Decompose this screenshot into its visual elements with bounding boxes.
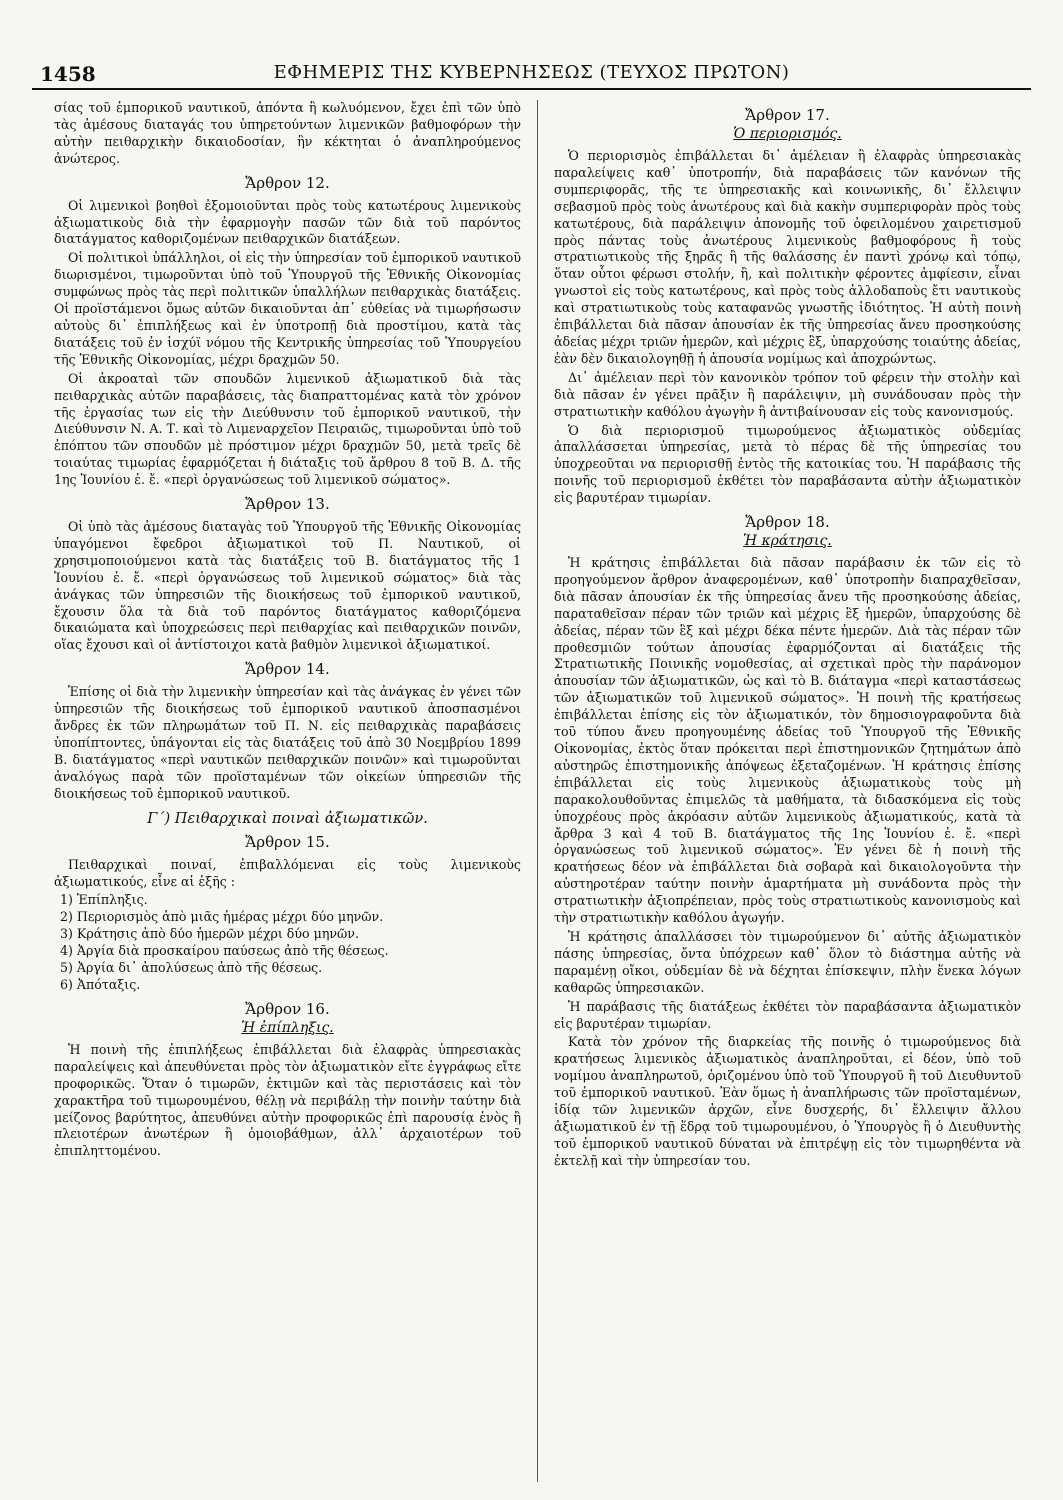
article-18-title: Ἄρθρον 18. [745, 513, 830, 532]
article-16-subtitle: Ἡ ἐπίπληξις. [241, 1019, 334, 1036]
penalty-item: 3) Κράτησις ἀπὸ δύο ἡμερῶν μέχρι δύο μηνῶν. [60, 926, 359, 942]
page-number: 1458 [40, 62, 96, 86]
article-12-paragraph-3: Οἱ ἀκροαταὶ τῶν σπουδῶν λιμενικοῦ ἀξιωματικοῦ διὰ τὰς πειθαρχικὰς αὐτῶν παραβάσεις, τὰς διαπραττομένας κατὰ τὸν χρόνον τῆς ἐργασίας των εἰς τὴν Διεύθυνσιν τοῦ ἐμπορικοῦ ναυτικοῦ, τὴν Διεύθυνσιν Ν. Α. Τ. καὶ τὸ Λιμεναρχεῖον Πειραιῶς, τιμωροῦνται ὑπὸ τοῦ ἐπόπτου τῶν σπουδῶν μὲ πρόστιμον μέχρι δραχμῶν 50, μετὰ τρεῖς δὲ τοιαύτας τιμωρίας ἐφαρμόζεται ἡ διάταξις τοῦ ἄρθρου 8 τοῦ Β. Δ. τῆς 1ης Ἰουνίου ἐ. ἔ. «περὶ ὀργανώσεως τοῦ λιμενικοῦ σώματος». [54, 370, 521, 488]
article-12-title: Ἄρθρον 12. [245, 173, 330, 192]
article-13-paragraph-1: Οἱ ὑπὸ τὰς ἀμέσους διαταγὰς τοῦ Ὑπουργοῦ τῆς Ἐθνικῆς Οἰκονομίας ὑπαγόμενοι ἔφεδροι ἀξιωματικοὶ τοῦ Π. Ναυτικοῦ, οἱ χρησιμοποιούμενοι κατὰ τὰς διατάξεις τοῦ Β. διατάγματος τῆς 1 Ἰουνίου ἐ. ἔ. «περὶ ὀργανώσεως τοῦ λιμενικοῦ σώματος» διὰ τὰς ἀνάγκας τῶν ὑπηρεσιῶν τῆς διοικήσεως τοῦ ἐμπορικοῦ ναυτικοῦ, ἔχουσιν ὅλα τὰ διὰ τοῦ παρόντος διατάγματος καθοριζόμενα δικαιώματα καὶ ὑποχρεώσεις περὶ πειθαρχίας καὶ πειθαρχικῶν ποινῶν, οἵας ἔχουσι καὶ οἱ ἀντίστοιχοι κατὰ βαθμὸν λιμενικοὶ ἀξιωματικοί. [54, 519, 521, 653]
article-17-paragraph-2: Δι᾽ ἀμέλειαν περὶ τὸν κανονικὸν τρόπον τοῦ φέρειν τὴν στολὴν καὶ διὰ πᾶσαν ἐν γένει πρᾶξιν ἢ παράλειψιν, μὴ συνάδουσαν πρὸς τὴν στρατιωτικὴν καθόλου ἀγωγὴν ἢ ἀντιβαίνουσαν εἰς τοὺς κανονισμούς. [554, 369, 1021, 419]
article-13-title: Ἄρθρον 13. [245, 495, 330, 514]
article-14-paragraph-1: Ἐπίσης οἱ διὰ τὴν λιμενικὴν ὑπηρεσίαν καὶ τὰς ἀνάγκας ἐν γένει τῶν ὑπηρεσιῶν τῆς διοικήσεως τοῦ ἐμπορικοῦ ναυτικοῦ ἀποσπασμένοι ἄνδρες ἐκ τῶν πληρωμάτων τοῦ Π. Ν. εἰς πειθαρχικὰς παραβάσεις ὑποπίπτοντες, ὑπάγονται εἰς τὰς διατάξεις τοῦ ἀπὸ 30 Νοεμβρίου 1899 Β. διατάγματος «περὶ ναυτικῶν πειθαρχικῶν ποινῶν» καὶ τιμωροῦνται ἀναλόγως παρὰ τῶν προϊσταμένων τῶν οἰκείων ὑπηρεσιῶν τῆς διοικήσεως τοῦ ἐμπορικοῦ ναυτικοῦ. [54, 684, 521, 801]
article-15-title: Ἄρθρον 15. [245, 832, 330, 851]
article-17-subtitle: Ὁ περιορισμός. [733, 126, 842, 142]
penalty-item: 6) Ἀπόταξις. [60, 976, 141, 992]
page-header [32, 58, 1031, 90]
article-18-paragraph-4: Κατὰ τὸν χρόνον τῆς διαρκείας τῆς ποινῆς ὁ τιμωρούμενος διὰ κρατήσεως λιμενικὸς ἀξιωματικὸς ἀναπληροῦται, εἰ δέον, ὑπὸ τοῦ νομίμου ἀναπληρωτοῦ, ὁριζομένου ὑπὸ τοῦ Ὑπουργοῦ ἢ τοῦ Διευθυντοῦ τοῦ ἐμπορικοῦ ναυτικοῦ. Ἐὰν ὅμως ἡ ἀναπλήρωσις τῶν προϊσταμένων, ἰδίᾳ τῶν λιμενικῶν ἀρχῶν, εἶνε δυσχερής, δι᾽ ἔλλειψιν ἄλλου ἀξιωματικοῦ ἐν τῇ ἕδρᾳ τοῦ τιμωρουμένου, ὁ Ὑπουργὸς ἢ ὁ Διευθυντὴς τοῦ ἐμπορικοῦ ναυτικοῦ δύναται νὰ ἐπιτρέψῃ εἰς τὸν τιμωρηθέντα νὰ ἐκτελῇ καὶ τὴν ὑπηρεσίαν του. [554, 1034, 1021, 1168]
penalty-item: 4) Ἀργία διὰ προσκαίρου παύσεως ἀπὸ τῆς θέσεως. [60, 943, 389, 959]
article-18-subtitle: Ἡ κράτησις. [743, 533, 832, 550]
article-17-paragraph-3: Ὁ διὰ περιορισμοῦ τιμωρούμενος ἀξιωματικὸς οὐδεμίας ἀπαλλάσσεται ὑπηρεσίας, μετὰ τὸ πέρας δὲ τῆς ὑπηρεσίας του ὑποχρεοῦται να περιορισθῇ ἐντὸς τῆς κατοικίας του. Ἡ παράβασις τῆς ποινῆς τοῦ περιορισμοῦ ἐκθέτει τὸν παραβάσαντα αὐτὴν ἀξιωματικὸν εἰς βαρυτέραν τιμωρίαν. [554, 422, 1021, 506]
penalty-item: 2) Περιορισμὸς ἀπὸ μιᾶς ἡμέρας μέχρι δύο μηνῶν. [60, 909, 384, 925]
gazette-title: ΕΦΗΜΕΡΙΣ ΤΗΣ ΚΥΒΕΡΝΗΣΕΩΣ (ΤΕΥΧΟΣ ΠΡΩΤΟΝ) [273, 62, 790, 83]
article-17-paragraph-1: Ὁ περιορισμὸς ἐπιβάλλεται δι᾽ ἀμέλειαν ἢ ἐλαφρὰς ὑπηρεσιακὰς παραλείψεις καθ᾽ ὑποτροπήν, διὰ παραβάσεις τῶν κανόνων τῆς συμπεριφορᾶς, τῆς τε ὑπηρεσιακῆς καὶ κοινωνικῆς, δι᾽ ἔλλειψιν σεβασμοῦ πρὸς τοὺς ἀνωτέρους καὶ διὰ κακὴν συμπεριφορὰν πρὸς τοὺς κατωτέρους, διὰ παράλειψιν ἀπονομῆς τοῦ ὀφειλομένου χαιρετισμοῦ πρὸς πάντας τοὺς ἀνωτέρους λιμενικοὺς βαθμοφόρους ἢ τοὺς στρατιωτικοὺς τῆς ξηρᾶς ἢ τῆς θαλάσσης ἐν παντὶ χρόνῳ καὶ τόπῳ, ὅταν οὗτοι φέρωσι στολήν, ἢ, καὶ πολιτικὴν φέροντες ἀμφίεσιν, εἶναι γνωστοὶ εἰς τοὺς κατωτέρους, καὶ πρὸς τοὺς ἀλλοδαποὺς ἔτι ναυτικοὺς καὶ στρατιωτικοὺς τοὺς καταφανῶς γνωστῆς ἰδιότητος. Ἡ αὐτὴ ποινὴ ἐπιβάλλεται διὰ πᾶσαν ἀπουσίαν ἐκ τῆς ὑπηρεσίας ἄνευ προσηκούσης ἀδείας μέχρι τριῶν ἡμερῶν, καὶ μέχρις ἓξ, ὑπαρχούσης τοιαύτης ἀδείας, ἐὰν δὲν δικαιολογηθῇ ἡ ἀπουσία νομίμως καὶ ἀποχρώντως. [554, 148, 1021, 366]
text-columns [54, 100, 1021, 1482]
penalty-item: 1) Ἐπίπληξις. [60, 892, 148, 908]
article-14-title: Ἄρθρον 14. [245, 660, 330, 679]
article-18-paragraph-1: Ἡ κράτησις ἐπιβάλλεται διὰ πᾶσαν παράβασιν ἐκ τῶν εἰς τὸ προηγούμενον ἄρθρον ἀναφερομένων, καθ᾽ ὑποτροπὴν διαπραχθεῖσαν, διὰ πᾶσαν ἀπουσίαν ἐκ τῆς ὑπηρεσίας ἄνευ τῆς προσηκούσης ἀδείας, παραταθεῖσαν πέραν τῶν τριῶν καὶ μέχρις ἓξ ἡμερῶν, ὑπαρχούσης δὲ ἀδείας, πέραν τῶν ἓξ καὶ μέχρι δέκα πέντε ἡμερῶν. Διὰ τὰς πέραν τῶν προθεσμιῶν τούτων ἀπουσίας ἐφαρμόζονται αἱ διατάξεις τῆς Στρατιωτικῆς Ποινικῆς νομοθεσίας, αἱ σχετικαὶ πρὸς τὴν παράνομον ἀπουσίαν τῶν ἀξιωματικῶν, ὡς καὶ τὸ Β. διάταγμα «περὶ καταστάσεως τῶν ἀξιωματικῶν τοῦ λιμενικοῦ σώματος». Ἡ ποινὴ τῆς κρατήσεως ἐπιβάλλεται ἐπίσης εἰς τὸν ἀξιωματικόν, τὸν δημοσιογραφοῦντα διὰ τοῦ τύπου ἄνευ προηγουμένης ἀδείας τοῦ Ὑπουργοῦ τῆς Ἐθνικῆς Οἰκονομίας, ἐκτὸς ὅταν πρόκειται περὶ ἐπιστημονικῶν ζητημάτων ἀπὸ αὐστηρῶς ἐπιστημονικῆς ἀπόψεως ἐξεταζομένων. Ἡ κράτησις ἐπίσης ἐπιβάλλεται εἰς τοὺς λιμενικοὺς ἀξιωματικοὺς τοὺς μὴ παρακολουθοῦντας ἐπιμελῶς τὰ μαθήματα, τὰ διδασκόμενα εἰς τοὺς ὑποχρέους πρὸς ἀκρόασιν αὐτῶν λιμενικοὺς ἀξιωματικούς, κατὰ τὰ ἄρθρα 3 καὶ 4 τοῦ Β. διατάγματος τῆς 1ης Ἰουνίου ἐ. ἔ. «περὶ ὀργανώσεως τοῦ λιμενικοῦ σώματος». Ἐν γένει δὲ ἡ ποινὴ τῆς κρατήσεως δέον νὰ ἐπιβάλλεται διὰ σοβαρὰ καὶ δικαιολογοῦντα τὴν αὐστηροτέραν ταύτην ποινὴν ἁμαρτήματα μὴ συνάδοντα πρὸς τὴν στρατιωτικὴν ἀξιοπρέπειαν, πρὸς τοὺς στρατιωτικοὺς κανονισμοὺς καὶ τὴν στρατιωτικὴν καθόλου ἀγωγήν. [554, 555, 1021, 926]
penalty-item: 5) Ἀργία δι᾽ ἀπολύσεως ἀπὸ τῆς θέσεως. [60, 960, 323, 976]
article-16-paragraph-1: Ἡ ποινὴ τῆς ἐπιπλήξεως ἐπιβάλλεται διὰ ἐλαφρὰς ὑπηρεσιακὰς παραλείψεις καὶ ἀπευθύνεται πρὸς τὸν ἀξιωματικὸν εἴτε ἐγγράφως εἴτε προφορικῶς. Ὅταν ὁ τιμωρῶν, ἐκτιμῶν καὶ τὰς περιστάσεις καὶ τὸν χαρακτῆρα τοῦ τιμωρουμένου, θέλῃ νὰ περιβάλῃ τὴν ποινὴν ταύτην διὰ μείζονος βαρύτητος, ἀπευθύνει αὐτὴν προφορικῶς ἐπὶ παρουσίᾳ ἑνὸς ἢ πλειοτέρων ἀνωτέρων ἢ ὁμοιοβάθμων, ἀλλ᾽ ἀρχαιοτέρων τοῦ ἐπιπληττομένου. [54, 1041, 521, 1159]
article-16-title: Ἄρθρον 16. [245, 999, 330, 1018]
article-17-title: Ἄρθρον 17. [745, 106, 830, 124]
column-divider [537, 100, 538, 1482]
article-18-paragraph-3: Ἡ παράβασις τῆς διατάξεως ἐκθέτει τὸν παραβάσαντα ἀξιωματικὸν εἰς βαρυτέραν τιμωρίαν. [554, 998, 1021, 1031]
penalty-list [54, 892, 521, 993]
continued-paragraph: σίας τοῦ ἐμπορικοῦ ναυτικοῦ, ἀπόντα ἢ κωλυόμενον, ἔχει ἐπὶ τῶν ὑπὸ τὰς ἀμέσους διαταγάς του ὑπηρετούντων λιμενικῶν βαθμοφόρων τὴν αὐτὴν πειθαρχικὴν δικαιοδοσίαν, ἣν κέκτηται ὁ ἀναπληρούμενος ἀνώτερος. [54, 100, 521, 166]
section-title: Γ΄) Πειθαρχικαὶ ποιναὶ ἀξιωματικῶν. [147, 810, 428, 827]
right-column [554, 100, 1021, 1482]
article-12-paragraph-1: Οἱ λιμενικοὶ βοηθοὶ ἐξομοιοῦνται πρὸς τοὺς κατωτέρους λιμενικοὺς ἀξιωματικοὺς διὰ τὴν ἐφαρμογὴν πασῶν τῶν διὰ τοῦ παρόντος διατάγματος καθοριζομένων πειθαρχικῶν διατάξεων. [54, 197, 521, 247]
article-15-intro: Πειθαρχικαὶ ποιναί, ἐπιβαλλόμεναι εἰς τοὺς λιμενικοὺς ἀξιωματικούς, εἶνε αἱ ἑξῆς : [54, 856, 521, 889]
left-column [54, 100, 521, 1482]
article-18-paragraph-2: Ἡ κράτησις ἀπαλλάσσει τὸν τιμωρούμενον δι᾽ αὐτῆς ἀξιωματικὸν πάσης ὑπηρεσίας, ὄντα ὑπόχρεων καθ᾽ ὅλον τὸ διάστημα αὐτῆς νὰ παραμένῃ οἴκοι, οὐδεμίαν δὲ νὰ δέχηται ἐπίσκεψιν, πλὴν ἕνεκα λόγων καθαρῶς ὑπηρεσιακῶν. [554, 928, 1021, 995]
article-12-paragraph-2: Οἱ πολιτικοὶ ὑπάλληλοι, οἱ εἰς τὴν ὑπηρεσίαν τοῦ ἐμπορικοῦ ναυτικοῦ διωρισμένοι, τιμωροῦνται ὑπὸ τοῦ Ὑπουργοῦ τῆς Ἐθνικῆς Οἰκονομίας συμφώνως πρὸς τὰς περὶ πολιτικῶν ὑπαλλήλων πειθαρχικὰς διατάξεις. Οἱ προϊστάμενοι ὅμως αὐτῶν δικαιοῦνται ἀπ᾽ εὐθείας νὰ τιμωρήσωσιν αὐτοὺς δι᾽ ἐπιπλήξεως καὶ ἐν ὑποτροπῇ διὰ προστίμου, κατὰ τὰς διατάξεις τοῦ ἐν ἰσχύϊ νόμου τῆς Κεντρικῆς ὑπηρεσίας τοῦ Ὑπουργείου τῆς Ἐθνικῆς Οἰκονομίας, μέχρι δραχμῶν 50. [54, 250, 521, 367]
